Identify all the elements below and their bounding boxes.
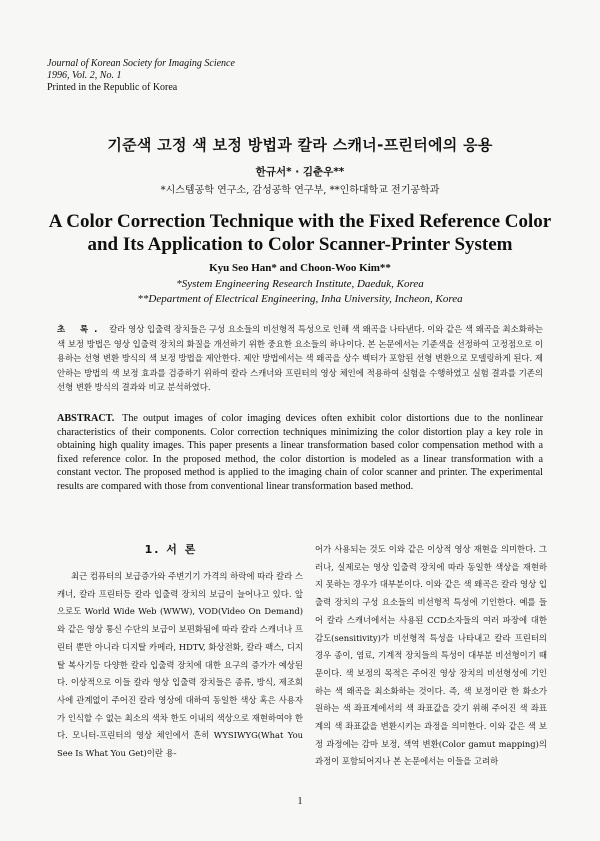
body-column-right: 어가 사용되는 것도 이와 같은 이상적 영상 재현을 의미한다. 그러나, 실제로는 영상 입출력 장치에 따라 동일한 색상을 재현하지 못하는 경우가 대부분이다. 이와 같은 색 왜곡은 칼라 영상 입출력 장치의 구성 요소들의 비선형적 특성에 기인한다. 예를 들어 칼라 스캐너에서는 사용된 CCD소자들의 여러 파장에 대한 감도(sensitivity)가 비선형적 특성을 나타내고 칼라 프린터의 경우 종이, 염료, 기계적 장치들의 특성이 대부분 비선형이기 때문이다. 색 보정의 목적은 주어진 영상 장치의 비선형성에 기인하는 색 왜곡을 최소화하는 것이다. 즉, 색 보정이란 한 화소가 원하는 색 좌표계에서의 색 좌표값을 갖기 위해 주어진 색 좌표계의 색 좌표값을 변환시키는 과정을 의미한다. 이와 같은 색 보정 과정에는 감마 보정, 색역 변환(Color gamut mapping)의 과정이 포함되어지나 본 논문에서는 이들을 고려하 — [315, 544, 547, 767]
affiliation-english-1: *System Engineering Research Institute, Daeduk, Korea — [176, 278, 424, 290]
journal-volume: 1996, Vol. 2, No. 1 — [47, 70, 122, 81]
journal-info — [47, 58, 235, 94]
title-english-line1: A Color Correction Technique with the Fixed Reference Color — [48, 211, 552, 232]
abstract-english — [57, 412, 543, 494]
journal-printed: Printed in the Republic of Korea — [47, 82, 178, 93]
abstract-korean-label: 초 록. — [57, 324, 104, 334]
abstract-korean — [57, 322, 543, 395]
affiliation-korean: *시스템공학 연구소, 감성공학 연구부, **인하대학교 전기공학과 — [160, 185, 440, 196]
journal-name: Journal of Korean Society for Imaging Science — [47, 58, 235, 69]
affiliation-english-2: **Department of Electrical Engineering, Inha University, Incheon, Korea — [137, 293, 463, 305]
abstract-korean-text: 칼라 영상 입출력 장치들은 구성 요소들의 비선형적 특성으로 인해 색 왜곡을 나타낸다. 이와 같은 색 왜곡을 최소화하는 색 보정 방법은 영상 입출력 장치의 화질을 개선하기 위한 중요한 요소들의 하나이다. 본 논문에서는 기준색을 선정하여 고정점으로 이용하는 선형 변환 방식의 색 보정 방법을 제안한다. 제안 방법에서는 색 왜곡을 상수 벡터가 포함된 선형 변환으로 모델링하게 된다. 제안하는 방법의 색 보정 효과를 검증하기 위하여 칼라 스캐너와 프린터의 영상 체인에 적용하여 실험을 수행하였고 실험 결과를 기존의 선형 변환 방식의 결과와 비교 분석하였다. — [57, 324, 543, 393]
section-heading-introduction: 1. 서 론 — [144, 543, 198, 556]
authors-english: Kyu Seo Han* and Choon-Woo Kim** — [209, 262, 391, 274]
page-number: 1 — [297, 796, 303, 807]
abstract-english-text: The output images of color imaging devices often exhibit color distortions due to the nonlinear characteristics of their components. Color correction techniques minimizing the color distortion play a key role in obtaining high quality images. This paper presents a linear transformation based color compensation method with a fixed reference color. In the proposed method, the color distortion is modeled as a linear transformation with a constant vector. The proposed method is applied to the imaging chain of color scanner and printer. The experimental results are compared with those from conventional linear transformation based method. — [57, 413, 543, 492]
body-column-left: 최근 컴퓨터의 보급증가와 주변기기 가격의 하락에 따라 칼라 스캐너, 칼라 프린터등 칼라 입출력 장치의 보급이 늘어나고 있다. 앞으로도 World Wide Web (WWW), VOD(Video On Demand)와 같은 영상 통신 수단의 보급이 보편화됨에 따라 칼라 스캐너나 프린터 뿐만 아니라 디지탈 카메라, HDTV, 화상전화, 칼라 팩스, 디지탈 복사기등 다양한 칼라 입출력 장치에 대한 요구의 증가가 예상된다. 이상적으로 이들 칼라 영상 입출력 장치들은 종류, 방식, 제조회사에 관계없이 주어진 칼라 영상에 대하여 동일한 색상 혹은 사용자가 인식할 수 없는 최소의 색차 한도 이내의 색상으로 재현하여야 한다. 모니터-프린터의 영상 체인에서 흔히 WYSIWYG(What You See Is What You Get)이란 용- — [57, 571, 303, 759]
abstract-english-label: ABSTRACT. — [57, 413, 115, 424]
authors-korean: 한규서* · 김춘우** — [255, 166, 345, 178]
title-english — [0, 210, 600, 256]
title-korean: 기준색 고정 색 보정 방법과 칼라 스캐너-프린터에의 응용 — [107, 136, 493, 154]
title-english-line2: and Its Application to Color Scanner-Printer System — [87, 234, 513, 255]
